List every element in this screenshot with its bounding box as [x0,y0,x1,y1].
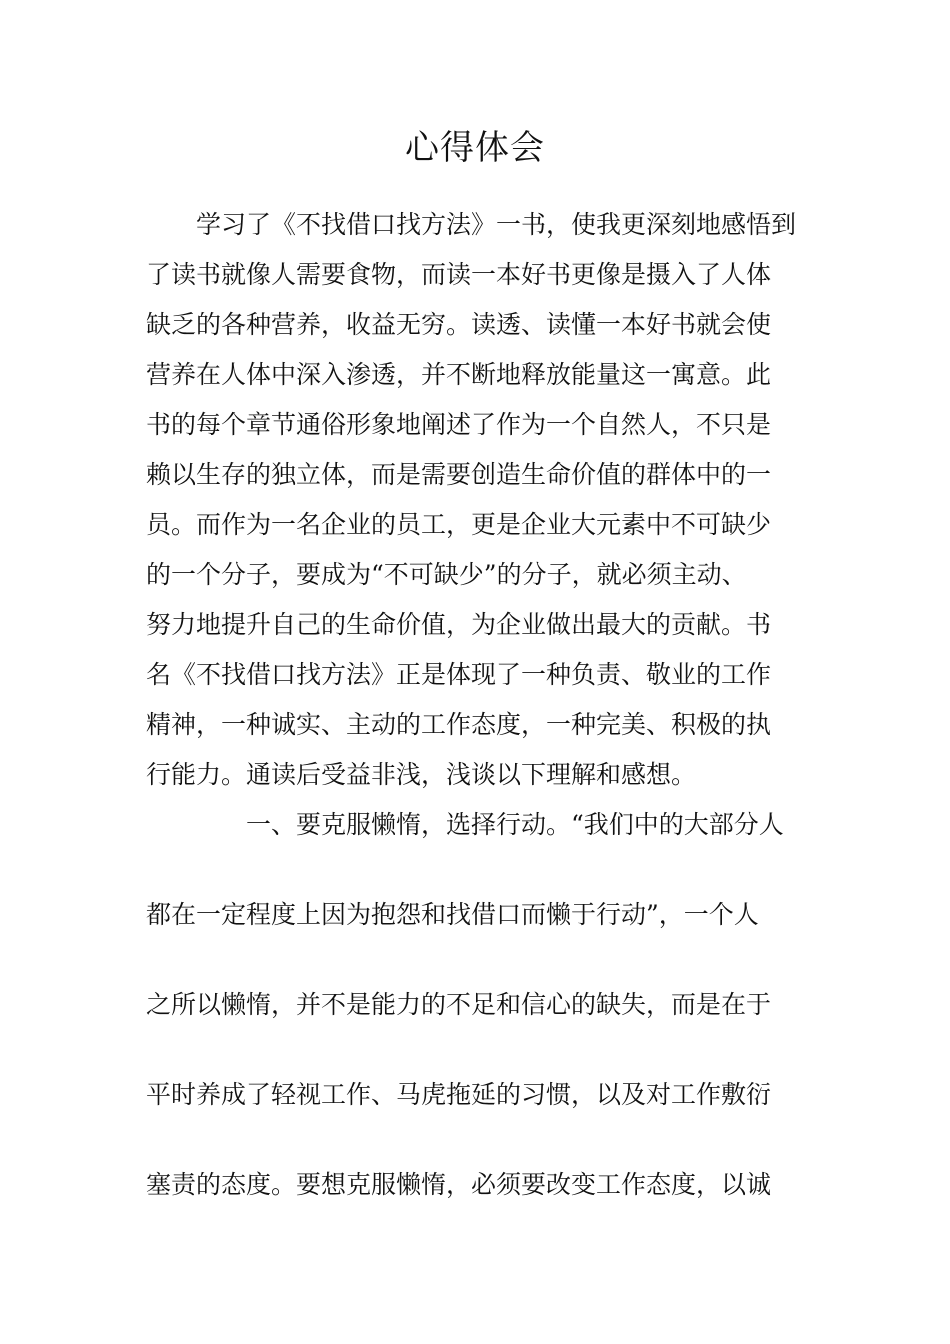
paragraph-line: 平时养成了轻视工作、马虎拖延的习惯，以及对工作敷衍 [146,1080,772,1109]
document-title: 心得体会 [405,128,545,168]
paragraph-line: 塞责的态度。要想克服懒惰，必须要改变工作态度，以诚 [146,1170,772,1199]
paragraph-line: 名《不找借口找方法》正是体现了一种负责、敬业的工作 [146,660,772,689]
paragraph-line: 之所以懒惰，并不是能力的不足和信心的缺失，而是在于 [146,990,772,1019]
paragraph-line: 员。而作为一名企业的员工，更是企业大元素中不可缺少 [146,510,772,539]
paragraph-line: 行能力。通读后受益非浅，浅谈以下理解和感想。 [146,760,697,789]
paragraph-line: 努力地提升自己的生命价值，为企业做出最大的贡献。书 [146,610,772,639]
paragraph-line: 书的每个章节通俗形象地阐述了作为一个自然人，不只是 [146,410,772,439]
paragraph-line: 精神，一种诚实、主动的工作态度，一种完美、积极的执 [146,710,772,739]
paragraph-line: 学习了《不找借口找方法》一书，使我更深刻地感悟到 [146,210,797,239]
paragraph-line: 缺乏的各种营养，收益无穷。读透、读懂一本好书就会使 [146,310,772,339]
paragraph-line: 了读书就像人需要食物，而读一本好书更像是摄入了人体 [146,260,772,289]
section-heading-line: 一、要克服懒惰，选择行动。“我们中的大部分人 [146,810,784,839]
paragraph-line: 赖以生存的独立体，而是需要创造生命价值的群体中的一 [146,460,772,489]
paragraph-line: 都在一定程度上因为抱怨和找借口而懒于行动”，一个人 [146,900,759,929]
paragraph-line: 营养在人体中深入渗透，并不断地释放能量这一寓意。此 [146,360,772,389]
paragraph-line: 的一个分子，要成为“不可缺少”的分子，就必须主动、 [146,560,747,589]
